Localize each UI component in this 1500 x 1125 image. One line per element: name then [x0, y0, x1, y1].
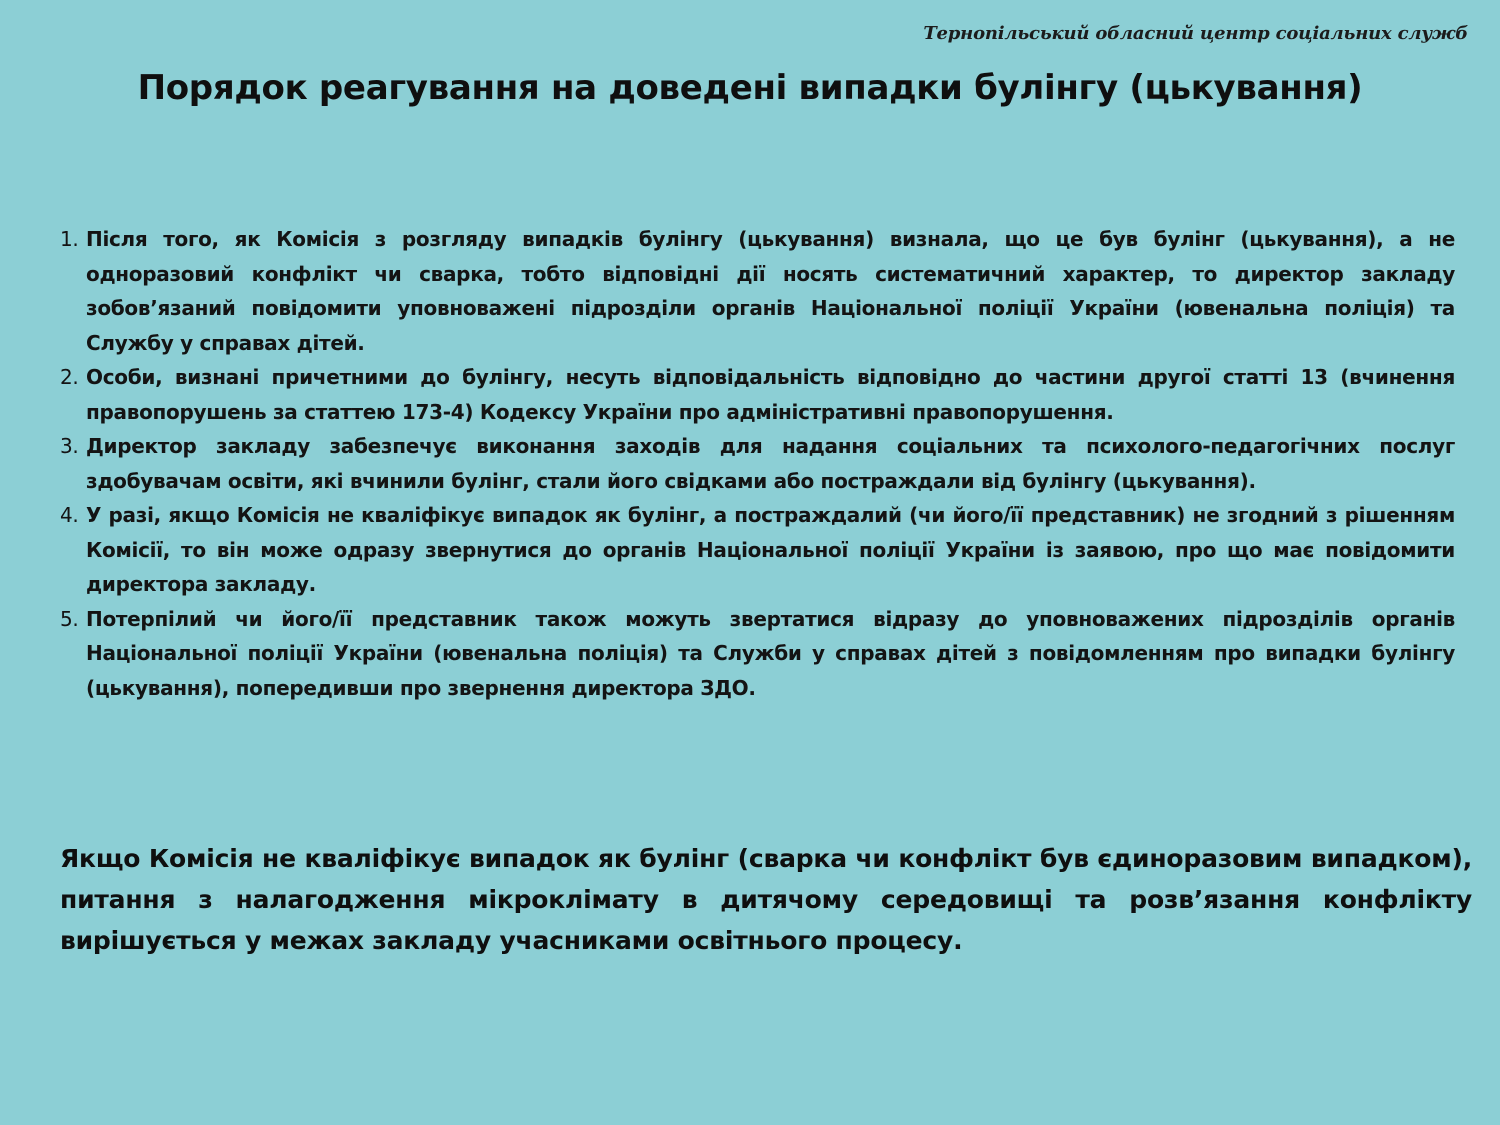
page-title: Порядок реагування на доведені випадки булінгу (цькування)	[137, 68, 1363, 108]
step-text: Особи, визнані причетними до булінгу, несуть відповідальність відповідно до частини другої статті 13 (вчинення правопорушень за статтею 173-4) Кодексу України про адміністративні правопорушення.	[86, 365, 1455, 424]
list-item	[60, 498, 1455, 602]
step-text: Після того, як Комісія з розгляду випадків булінгу (цькування) визнала, що це був булінг (цькування), а не одноразовий конфлікт чи сварка, тобто відповідні дії носять систематичний характер, то директор закладу зобов’язаний повідомити уповноважені підрозділи органів Національної поліції України (ювенальна поліція) та Службу у справах дітей.	[86, 227, 1455, 355]
step-number: 5.	[60, 606, 79, 631]
step-text: Потерпілий чи його/її представник також можуть звертатися відразу до уповноважених підрозділів органів Національної поліції України (ювенальна поліція) та Служби у справах дітей з повідомленням про випадки булінгу (цькування), попередивши про звернення директора ЗДО.	[86, 606, 1455, 700]
step-number: 3.	[60, 434, 79, 458]
list-item	[60, 222, 1455, 360]
step-number: 4.	[60, 503, 79, 527]
step-number: 2.	[60, 365, 79, 389]
org-name: Тернопільський обласний центр соціальних служб	[923, 23, 1468, 44]
steps-list	[60, 222, 1455, 705]
step-text: У разі, якщо Комісія не кваліфікує випадок як булінг, а постраждалий (чи його/її представник) не згодний з рішенням Комісії, то він може одразу звернутися до органів Національної поліції України із заявою, про що має повідомити директора закладу.	[86, 503, 1455, 596]
step-text: Директор закладу забезпечує виконання заходів для надання соціальних та психолого-педагогічних послуг здобувачам освіти, які вчинили булінг, стали його свідками або постраждали від булінгу (цькування).	[86, 434, 1455, 493]
list-item	[60, 360, 1455, 429]
step-number: 1.	[60, 227, 79, 251]
conclusion-paragraph: Якщо Комісія не кваліфікує випадок як булінг (сварка чи конфлікт був єдиноразовим випадком), питання з налагодження мікроклімату в дитячому середовищі та розв’язання конфлікту вирішується у межах закладу учасниками освітнього процесу.	[60, 844, 1472, 955]
list-item	[60, 429, 1455, 498]
list-item	[60, 602, 1455, 706]
